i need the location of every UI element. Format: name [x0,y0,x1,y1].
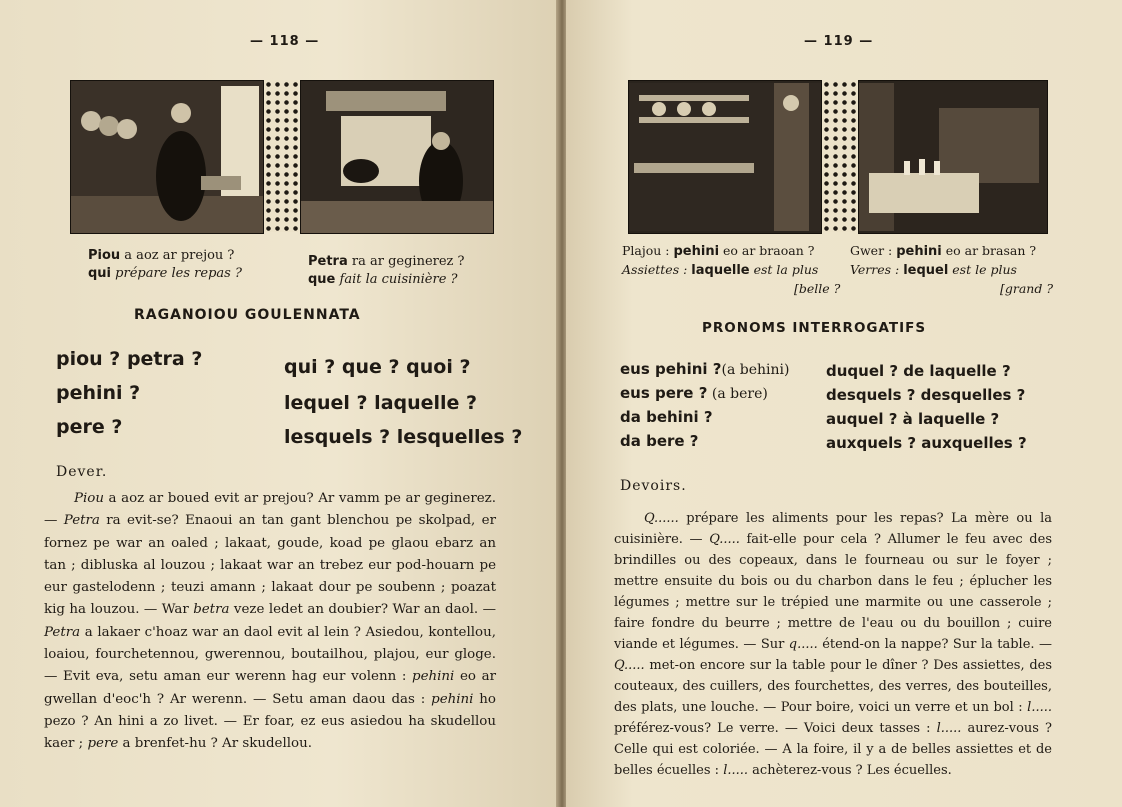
caption-keyword: Petra [308,254,348,269]
caption-piou [88,247,242,283]
caption-text: a aoz ar prejou ? [120,248,235,263]
caption-gwer [850,242,1053,298]
exercise-keyword: q..... [788,637,818,652]
caption-plajou [622,242,840,298]
caption-text: eo ar braoan ? [719,243,815,258]
exercise-keyword: pehini [431,691,474,707]
breton-pronoun: pere ? [56,416,123,438]
dotted-divider [822,80,856,232]
french-pronoun: qui ? que ? quoi ? [284,356,471,378]
exercise-text: a brenfet-hu ? Ar skudellou. [118,736,312,752]
exercise-text: achèterez-vous ? Les écuelles. [748,763,952,778]
exercise-keyword: Q...... [644,511,679,526]
exercise-text: met-on encore sur la table pour le dîner ? Des assiettes, des couteaux, des cuillers, des fourchettes, des verres, des bouteilles, des plats, une louche. — Pour boire, voici un verre et un bol : [614,658,1052,715]
exercise-keyword: Q..... [614,658,645,673]
page-number-118: — 118 — [250,34,320,49]
exercise-paragraph [44,488,496,756]
french-pronoun: lesquels ? lesquelles ? [284,426,523,448]
caption-keyword: que [308,272,336,287]
exercise-text: a aoz ar boued evit ar prejou? Ar vamm pe ar geginerez. — [44,491,496,529]
exercise-keyword: Petra [44,624,81,640]
dresser-clock-illustration [628,80,822,234]
exercise-keyword: Q..... [709,532,740,547]
caption-keyword: Piou [88,248,121,263]
french-pronoun: desquels ? desquelles ? [826,386,1026,404]
kitchen-cook-illustration [70,80,264,234]
exercise-keyword: l..... [723,763,749,778]
exercise-text: prépare les aliments pour les repas? La mère ou la cuisinière. — [614,511,1052,547]
french-pronoun: auquel ? à laquelle ? [826,410,1000,428]
exercise-keyword: l..... [1027,700,1052,715]
section-title: RAGANOIOU GOULENNATA [134,307,361,323]
caption-text: fait la cuisinière ? [335,272,458,287]
exercise-text: aurez-vous ? Celle qui est coloriée. — A la foire, il y a de belles assiettes et de belles écuelles : [614,721,1052,778]
exercise-keyword: Piou [74,491,104,506]
exercise-text: ra evit-se? Enaoui an tan gant blenchou pe skolpad, er fornez pe war an oaled ; lakaat, goude, koad pe glaou ebarz an tan ; dibluska al louzou ; lakaat war an trebez eur pod-houarn pe eur gastelodenn ; teuzi amann ; lakaat dour pe soubenn ; poazat kig ha louzou. — War [44,513,496,618]
page-number-119: — 119 — [804,34,874,49]
breton-pronoun: piou ? petra ? [56,348,203,370]
caption-text: prépare les repas ? [111,266,242,281]
breton-pronoun: pehini ? [56,382,141,404]
exercise-text: préférez-vous? Le verre. — Voici deux tasses : [614,721,937,736]
exercise-text: fait-elle pour cela ? Allumer le feu avec des brindilles ou des copeaux, dans le fourneau ou sur le foyer ; mettre ensuite du bois ou du charbon dans le feu ; éplucher les légumes ; mettre sur le trépied une marmite ou une casserole ; faire fondre du beurre ; mettre de l'eau ou du bouillon ; cuire viande et légumes. — Sur [614,532,1052,652]
french-pronoun: auxquels ? auxquelles ? [826,434,1027,452]
caption-text: [belle ? [794,281,841,296]
exercise-keyword: pere [87,736,119,752]
caption-text: Gwer : [850,243,897,258]
caption-text: est le plus [948,262,1017,277]
caption-text: [grand ? [1000,281,1054,296]
caption-text: Verres : [850,262,904,277]
exercise-text: étend-on la nappe? Sur la table. — [817,637,1052,652]
caption-keyword: pehini [896,244,942,259]
caption-keyword: qui [88,266,112,281]
exercise-heading: Dever. [56,464,108,480]
table-glasses-illustration [858,80,1048,234]
exercise-keyword: betra [193,602,230,618]
french-pronoun: lequel ? laquelle ? [284,392,478,414]
exercise-text: veze ledet an doubier? War an daol. — [229,602,496,618]
exercise-text: ho pezo ? An hini a zo livet. — Er foar, ez eus asiedou ha skudellou kaer ; [44,691,496,752]
french-pronoun: duquel ? de laquelle ? [826,362,1011,380]
exercise-text: a lakaer c'hoaz war an daol evit al lein ? Asiedou, kontellou, loaiou, fourchetennou, gwerennou, boutailhou, plajou, eur gloge. — Evit eva, setu aman eur werenn hag eur volenn : [44,624,496,685]
caption-text: est la plus [749,262,819,277]
breton-pronoun: eus pere ? (a bere) [620,384,768,402]
dotted-divider [264,80,298,232]
caption-keyword: laquelle [691,263,750,278]
caption-keyword: pehini [673,244,720,259]
caption-text: Plajou : [622,243,674,258]
caption-text: Assiettes : [622,262,692,277]
breton-pronoun: da bere ? [620,432,699,450]
exercise-keyword: pehini [412,669,455,685]
caption-petra [308,253,465,289]
exercise-keyword: Petra [63,513,100,529]
exercise-paragraph [614,508,1052,781]
left-page [0,0,558,807]
right-page [566,0,1122,807]
caption-text: eo ar brasan ? [941,243,1037,258]
exercise-text: eo ar gwellan d'eoc'h ? Ar werenn. — Setu aman daou das : [44,669,497,707]
cook-by-fireplace-illustration [300,80,494,234]
section-title: PRONOMS INTERROGATIFS [702,320,927,336]
exercise-keyword: l..... [936,721,962,736]
exercise-heading: Devoirs. [620,478,687,494]
breton-pronoun: eus pehini ?(a behini) [620,360,790,378]
caption-keyword: lequel [903,263,949,278]
caption-text: ra ar geginerez ? [347,254,465,269]
breton-pronoun: da behini ? [620,408,713,426]
